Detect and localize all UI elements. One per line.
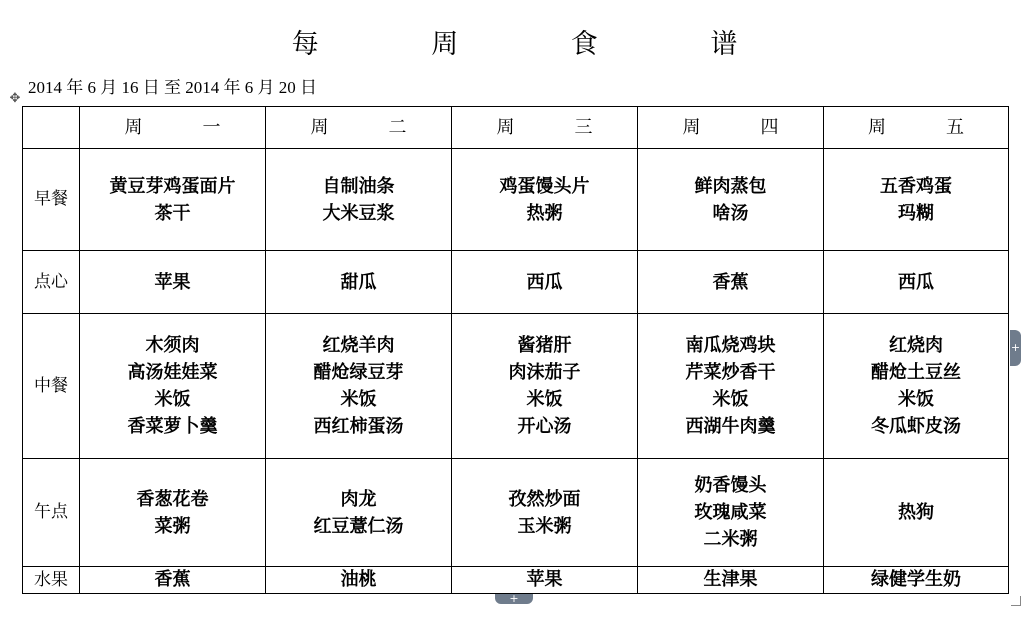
dish: 肉沫茄子 xyxy=(508,362,581,383)
dish: 热粥 xyxy=(526,202,563,224)
date-range: 2014 年 6 月 16 日 至 2014 年 6 月 20 日 xyxy=(28,78,317,97)
dish: 冬瓜虾皮汤 xyxy=(871,416,961,437)
dish: 西红柿蛋汤 xyxy=(313,416,404,437)
page-title: 每 周 食 谱 xyxy=(291,29,790,60)
dish: 西瓜 xyxy=(898,271,934,293)
dish: 甜瓜 xyxy=(340,271,377,293)
menu-cell[interactable] xyxy=(80,149,266,251)
menu-cell[interactable] xyxy=(638,459,824,567)
menu-cell[interactable] xyxy=(824,251,1009,314)
meal-label[interactable]: 早餐 xyxy=(23,149,80,251)
dish: 香菜萝卜羹 xyxy=(127,416,218,437)
menu-cell[interactable] xyxy=(266,567,452,594)
dish: 二米粥 xyxy=(703,529,758,550)
menu-cell[interactable] xyxy=(266,149,452,251)
dish: 西湖牛肉羹 xyxy=(685,416,776,437)
dish: 米饭 xyxy=(898,389,934,410)
menu-cell[interactable] xyxy=(452,567,638,594)
table-row xyxy=(23,149,1009,251)
dish: 菜粥 xyxy=(154,515,191,537)
menu-cell[interactable] xyxy=(80,314,266,459)
move-arrows-icon[interactable]: ✥ xyxy=(9,91,21,106)
plus-icon[interactable]: + xyxy=(495,594,533,604)
table-row xyxy=(23,314,1009,459)
menu-cell[interactable] xyxy=(80,567,266,594)
dish: 玫瑰咸菜 xyxy=(694,502,767,523)
dish: 米饭 xyxy=(154,389,191,410)
dish: 鸡蛋馒头片 xyxy=(499,175,590,197)
dish: 茶干 xyxy=(154,202,191,224)
table-row xyxy=(23,251,1009,314)
dish: 热狗 xyxy=(898,502,934,523)
menu-cell[interactable] xyxy=(452,459,638,567)
meal-label[interactable]: 中餐 xyxy=(23,314,80,459)
dish: 啥汤 xyxy=(712,202,749,224)
plus-icon[interactable]: + xyxy=(1010,330,1021,366)
dish: 香蕉 xyxy=(154,569,191,590)
dish: 鲜肉蒸包 xyxy=(694,175,767,197)
dish: 绿健学生奶 xyxy=(871,569,961,590)
menu-cell[interactable] xyxy=(452,314,638,459)
dish: 南瓜烧鸡块 xyxy=(685,335,776,356)
menu-cell[interactable] xyxy=(452,251,638,314)
menu-cell[interactable] xyxy=(824,459,1009,567)
dish: 黄豆芽鸡蛋面片 xyxy=(109,175,236,197)
dish: 肉龙 xyxy=(340,488,377,510)
dish: 香蕉 xyxy=(712,271,749,293)
dish: 奶香馒头 xyxy=(694,475,767,496)
dish: 红豆薏仁汤 xyxy=(313,515,404,537)
dish: 香葱花卷 xyxy=(136,488,209,510)
menu-cell[interactable] xyxy=(638,149,824,251)
dish: 芹菜炒香干 xyxy=(685,362,776,383)
dish: 醋炝绿豆芽 xyxy=(313,362,404,383)
dish: 五香鸡蛋 xyxy=(880,175,952,197)
dish: 米饭 xyxy=(526,389,563,410)
day-header[interactable]: 周 四 xyxy=(638,107,824,149)
menu-cell[interactable] xyxy=(452,149,638,251)
dish: 醋炝土豆丝 xyxy=(871,362,961,383)
dish: 开心汤 xyxy=(517,416,572,437)
table-row xyxy=(23,459,1009,567)
dish: 米饭 xyxy=(712,389,749,410)
dish: 苹果 xyxy=(154,271,191,293)
meal-label[interactable]: 午点 xyxy=(23,459,80,567)
menu-cell[interactable] xyxy=(824,314,1009,459)
menu-cell[interactable] xyxy=(266,459,452,567)
weekly-menu-table xyxy=(22,106,1009,594)
dish: 孜然炒面 xyxy=(508,488,581,510)
dish: 西瓜 xyxy=(526,271,563,293)
day-header[interactable]: 周 一 xyxy=(80,107,266,149)
dish: 木须肉 xyxy=(145,335,200,356)
dish: 玛糊 xyxy=(898,202,934,224)
dish: 苹果 xyxy=(526,569,563,590)
meal-label[interactable]: 点心 xyxy=(23,251,80,314)
menu-cell[interactable] xyxy=(824,149,1009,251)
resize-corner-icon[interactable] xyxy=(1011,596,1021,606)
table-row xyxy=(23,567,1009,594)
meal-label[interactable]: 水果 xyxy=(23,567,80,594)
dish: 自制油条 xyxy=(322,175,395,197)
day-header[interactable]: 周 五 xyxy=(824,107,1009,149)
menu-cell[interactable] xyxy=(266,251,452,314)
menu-cell[interactable] xyxy=(638,567,824,594)
header-row xyxy=(23,107,1009,149)
menu-cell[interactable] xyxy=(638,251,824,314)
dish: 玉米粥 xyxy=(517,515,572,537)
menu-cell[interactable] xyxy=(80,251,266,314)
menu-cell[interactable] xyxy=(80,459,266,567)
dish: 油桃 xyxy=(340,569,377,590)
day-header[interactable]: 周 三 xyxy=(452,107,638,149)
dish: 红烧羊肉 xyxy=(322,335,395,356)
day-header[interactable]: 周 二 xyxy=(266,107,452,149)
dish: 高汤娃娃菜 xyxy=(127,362,218,383)
dish: 大米豆浆 xyxy=(322,202,395,224)
dish: 米饭 xyxy=(340,389,377,410)
dish: 生津果 xyxy=(703,569,758,590)
menu-cell[interactable] xyxy=(638,314,824,459)
dish: 红烧肉 xyxy=(889,335,943,356)
corner-cell xyxy=(23,107,80,149)
menu-cell[interactable] xyxy=(824,567,1009,594)
dish: 酱猪肝 xyxy=(517,335,572,356)
menu-cell[interactable] xyxy=(266,314,452,459)
